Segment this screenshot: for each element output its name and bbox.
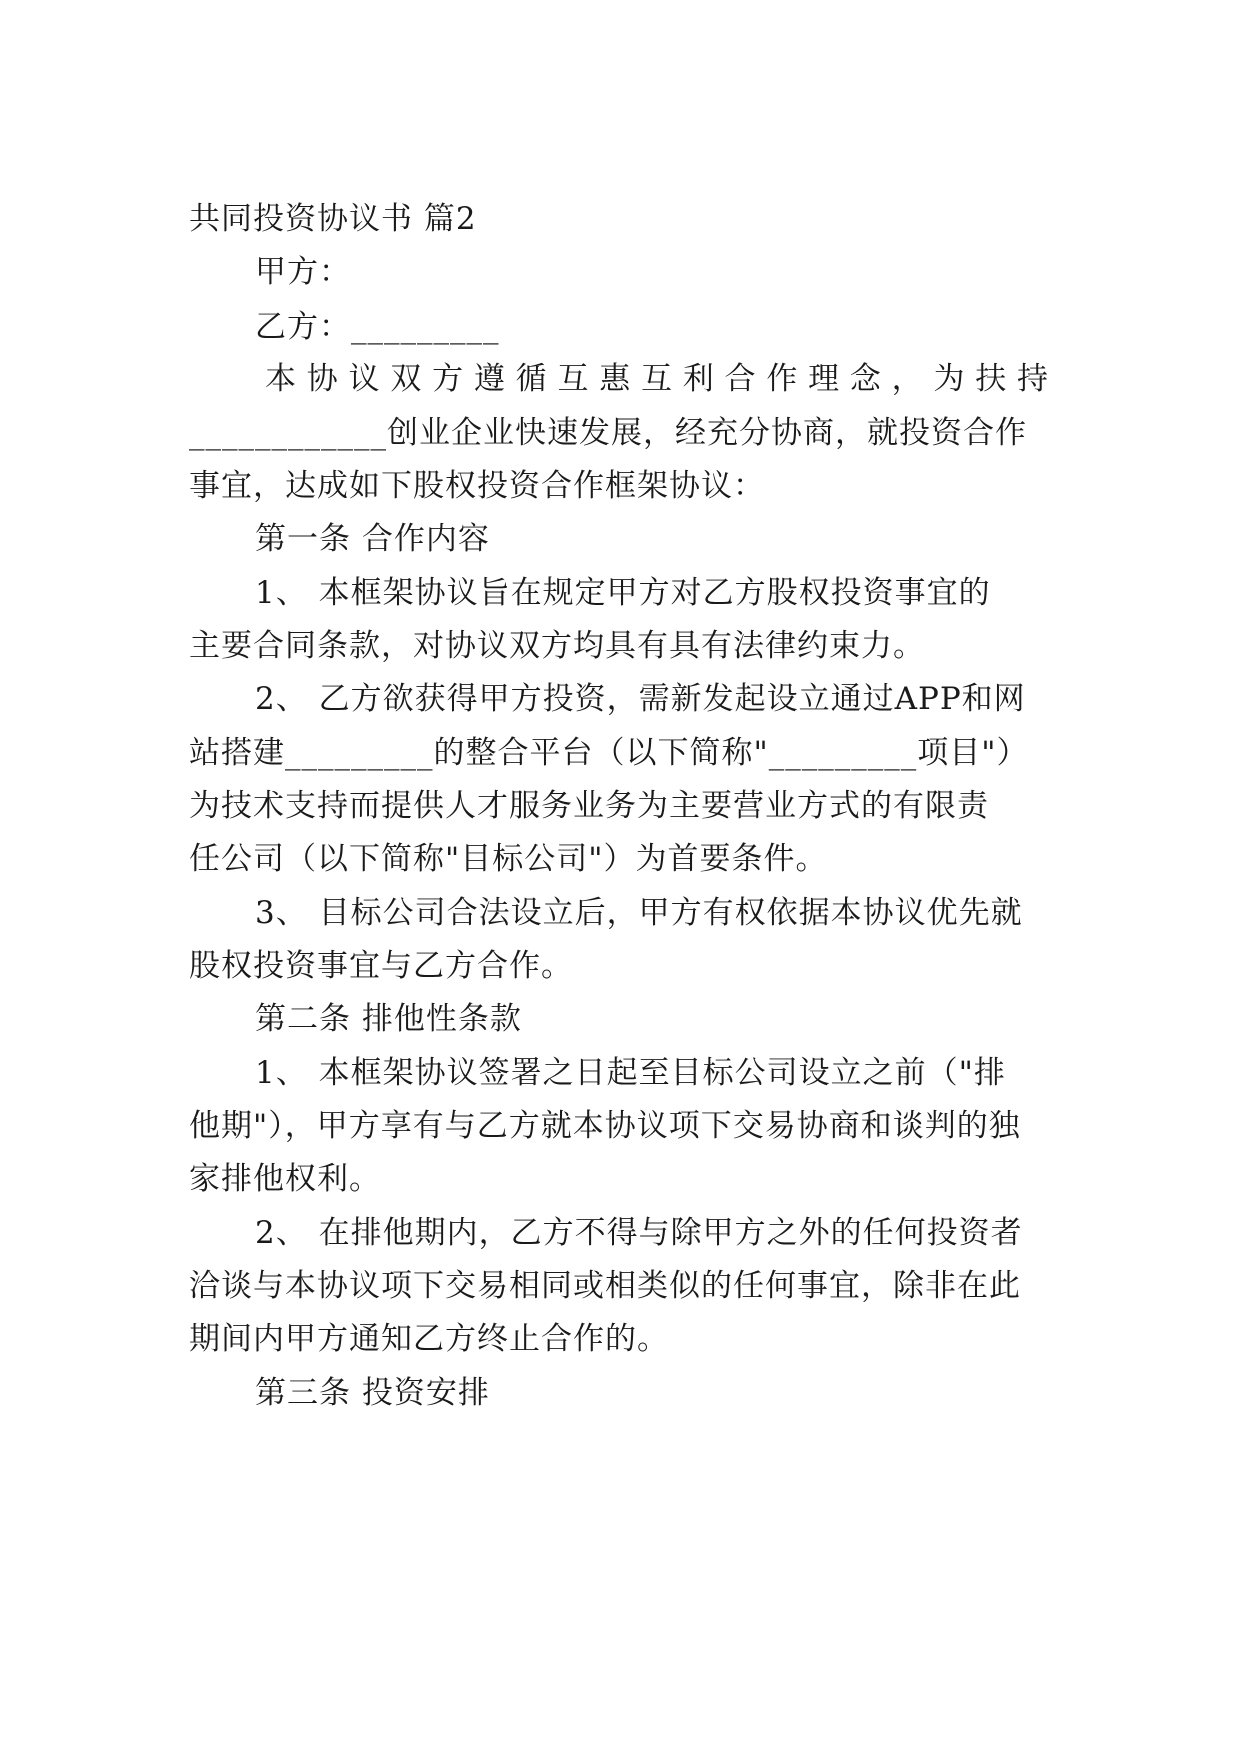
paragraph-line: 股权投资事宜与乙方合作。 — [189, 948, 573, 984]
paragraph-line: 主要合同条款，对协议双方均具有具有法律约束力。 — [189, 628, 925, 664]
paragraph-line: 1、 本框架协议签署之日起至目标公司设立之前（"排 — [255, 1055, 1006, 1091]
paragraph-line: 事宜，达成如下股权投资合作框架协议： — [189, 468, 765, 504]
section-heading: 第三条 投资安排 — [255, 1375, 490, 1411]
paragraph-line: 洽谈与本协议项下交易相同或相类似的任何事宜，除非在此 — [189, 1268, 1021, 1304]
section-heading: 第一条 合作内容 — [255, 521, 490, 557]
paragraph-line: ____________创业企业快速发展，经充分协商，就投资合作 — [189, 415, 1027, 451]
paragraph-line: 站搭建_________的整合平台（以下简称"_________项目"） — [189, 735, 1029, 771]
paragraph-line: 本协议双方遵循互惠互利合作理念，为扶持 — [265, 361, 1049, 397]
section-heading: 第二条 排他性条款 — [255, 1001, 522, 1037]
paragraph-line: 任公司（以下简称"目标公司"）为首要条件。 — [189, 841, 828, 877]
paragraph-line: 3、 目标公司合法设立后，甲方有权依据本协议优先就 — [255, 895, 1023, 931]
paragraph-line: 为技术支持而提供人才服务业务为主要营业方式的有限责 — [189, 788, 989, 824]
paragraph-line: 2、 乙方欲获得甲方投资，需新发起设立通过APP和网 — [255, 681, 1026, 717]
paragraph-line: 期间内甲方通知乙方终止合作的。 — [189, 1321, 669, 1357]
party-b-line: 乙方：_________ — [255, 309, 500, 345]
paragraph-line: 1、 本框架协议旨在规定甲方对乙方股权投资事宜的 — [255, 575, 991, 611]
party-a-line: 甲方： — [255, 254, 351, 290]
paragraph-line: 家排他权利。 — [189, 1161, 381, 1197]
paragraph-line: 他期"），甲方享有与乙方就本协议项下交易协商和谈判的独 — [189, 1108, 1021, 1144]
document-title: 共同投资协议书 篇2 — [189, 201, 477, 237]
paragraph-line: 2、 在排他期内，乙方不得与除甲方之外的任何投资者 — [255, 1215, 1023, 1251]
